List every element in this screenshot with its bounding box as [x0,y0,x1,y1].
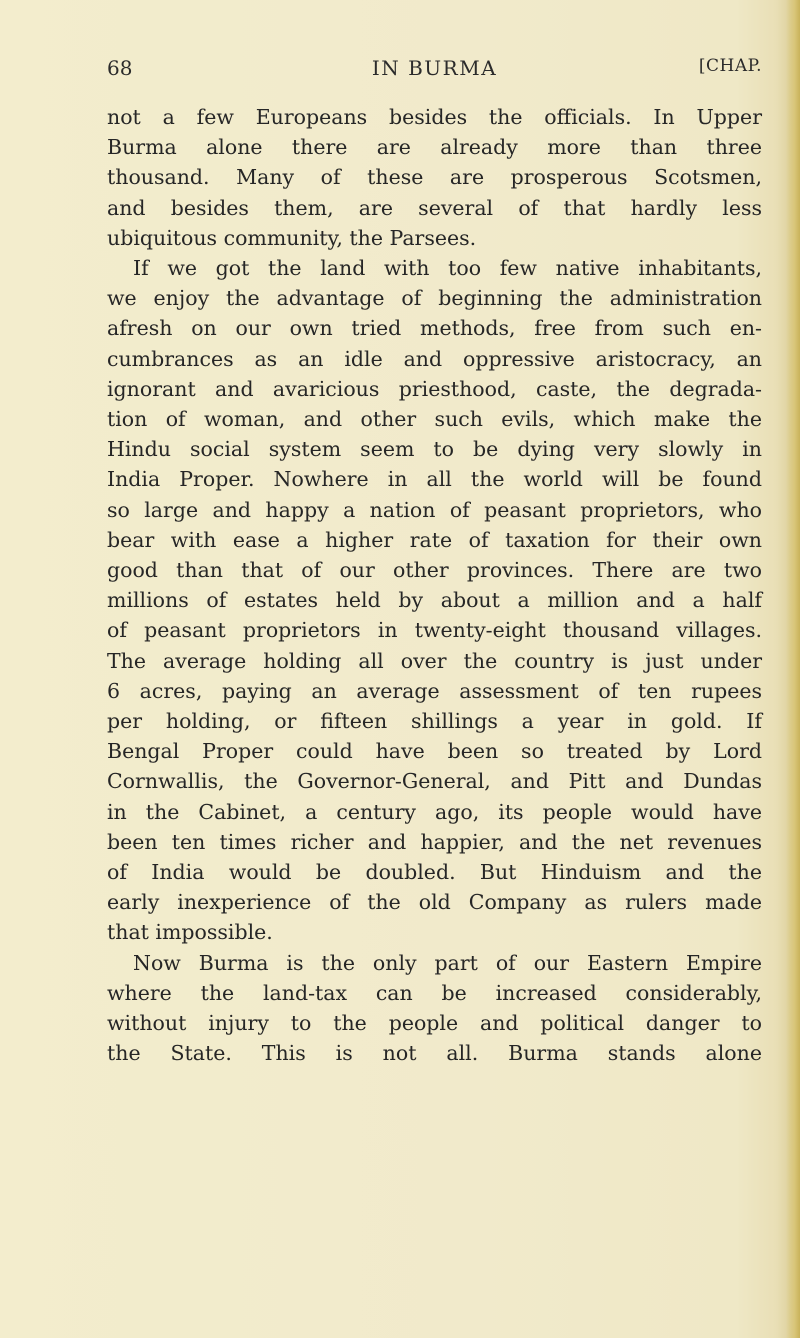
text-line: 6 acres, paying an average assessment of ten rupees [107,678,762,703]
text-line: tion of woman, and other such evils, which make the [107,407,762,432]
text-line: of India would be doubled. But Hinduism and the [107,860,762,885]
text-line: without injury to the people and political danger to [107,1011,762,1036]
text-line: been ten times richer and happier, and the net revenues [107,829,762,854]
text-line: good than that of our other provinces. There are two [107,558,762,583]
text-line: we enjoy the advantage of beginning the administration [107,286,762,311]
text-line: bear with ease a higher rate of taxation for their own [107,527,762,552]
text-line: Cornwallis, the Governor-General, and Pitt and Dundas [107,769,762,794]
running-title: IN BURMA [371,56,498,80]
text-line: so large and happy a nation of peasant proprietors, who [107,497,762,522]
text-line: Hindu social system seem to be dying very slowly in [107,437,762,462]
text-line: Bengal Proper could have been so treated by Lord [107,739,762,764]
text-line: of peasant proprietors in twenty-eight thousand villages. [107,618,762,643]
chapter-marker: [CHAP. [698,56,762,76]
text-line: that impossible. [107,920,273,945]
text-line: cumbrances as an idle and oppressive aristocracy, an [107,346,762,371]
text-line: and besides them, are several of that hardly less [107,195,762,220]
text-line: If we got the land with too few native inhabitants, [133,256,762,281]
text-line: afresh on our own tried methods, free from such en- [107,316,762,341]
text-line: the State. This is not all. Burma stands alone [107,1041,762,1066]
text-line: India Proper. Nowhere in all the world will be found [107,467,762,492]
page-edge [786,0,800,1338]
text-line: in the Cabinet, a century ago, its people would have [107,799,762,824]
body-text [107,102,762,1069]
page-number: 68 [107,56,133,80]
text-line: Burma alone there are already more than three [107,135,762,160]
text-line: per holding, or fifteen shillings a year in gold. If [107,709,762,734]
text-line: The average holding all over the country is just under [107,648,762,673]
text-line: ignorant and avaricious priesthood, caste, the degrada- [107,376,762,401]
text-line: not a few Europeans besides the officials. In Upper [107,105,762,129]
text-line: millions of estates held by about a million and a half [107,588,762,613]
text-line: early inexperience of the old Company as rulers made [107,890,762,915]
text-line: Now Burma is the only part of our Eastern Empire [133,950,762,975]
text-line: thousand. Many of these are prosperous Scotsmen, [107,165,762,190]
text-line: ubiquitous community, the Parsees. [107,225,477,250]
text-line: where the land-tax can be increased considerably, [107,980,762,1005]
running-header [107,56,762,86]
